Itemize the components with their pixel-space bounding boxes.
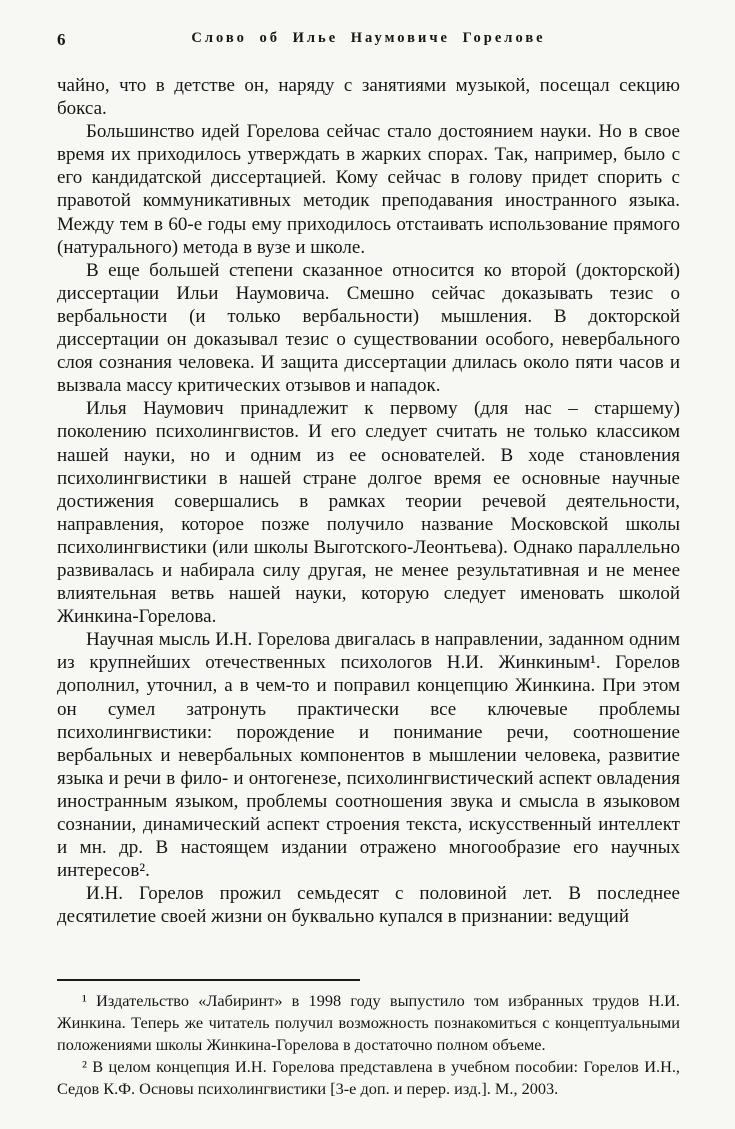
body-paragraph: Научная мысль И.Н. Горелова двигалась в направлении, заданном одним из крупнейших отечественных психологов Н.И. Жинкиным¹. Горелов дополнил, уточнил, а в чем-то и поправил концепцию Жинкина. При этом он сумел затронуть практически все ключевые проблемы психолингвистики: порождение и понимание речи, соотношение вербальных и невербальных компонентов в мышлении человека, развитие языка и речи в фило- и онтогенезе, психолингвистический аспект овладения иностранным языком, проблемы соотношения звука и смысла в языковом сознании, динамический аспект строения текста, искусственный интеллект и мн. др. В настоящем издании отражено многообразие его научных интересов². [57, 629, 680, 882]
footnote-2: ² В целом концепция И.Н. Горелова представлена в учебном пособии: Горелов И.Н., Седов К.Ф. Основы психолингвистики [3-е доп. и перер. изд.]. М., 2003. [57, 1057, 680, 1098]
footnotes-section [57, 979, 680, 1100]
body-paragraph: И.Н. Горелов прожил семьдесят с половиной лет. В последнее десятилетие своей жизни он буквально купался в признании: ведущий [57, 883, 680, 928]
footnote-separator [57, 979, 360, 981]
page-number: 6 [57, 30, 66, 49]
body-paragraph: чайно, что в детстве он, наряду с занятиями музыкой, посещал секцию бокса. [57, 75, 680, 120]
body-paragraph: Большинство идей Горелова сейчас стало достоянием науки. Но в свое время их приходилось утверждать в жарких спорах. Так, например, было с его кандидатской диссертацией. Кому сейчас в голову придет спорить с правотой коммуникативных методик преподавания иностранного языка. Между тем в 60-е годы ему приходилось отстаивать использование прямого (натурального) метода в вузе и школе. [57, 121, 680, 258]
body-paragraph: В еще большей степени сказанное относится ко второй (докторской) диссертации Ильи Наумовича. Смешно сейчас доказывать тезис о вербальности (и только вербальности) мышления. В докторской диссертации он доказывал тезис о существовании особого, невербального слоя сознания человека. И защита диссертации длилась около пяти часов и вызвала массу критических отзывов и нападок. [57, 259, 680, 397]
footnote-1: ¹ Издательство «Лабиринт» в 1998 году выпустило том избранных трудов Н.И. Жинкина. Теперь же читатель получил возможность познакомиться с концептуальными положениями школы Жинкина-Горелова в достаточно полном объеме. [57, 991, 680, 1054]
body-paragraph: Илья Наумович принадлежит к первому (для нас – старшему) поколению психолингвистов. И его следует считать не только классиком нашей науки, но и одним из ее основателей. В ходе становления психолингвистики в нашей стране долгое время ее основные научные достижения совершались в рамках теории речевой деятельности, направления, которое позже получило название Московской школы психолингвистики (или школы Выготского-Леонтьева). Однако параллельно развивалась и набирала силу другая, не менее результативная и не менее влиятельная ветвь нашей науки, которую следует именовать школой Жинкина-Горелова. [57, 398, 680, 628]
page-header [57, 30, 680, 52]
running-title: Слово об Илье Наумовиче Горелове [191, 30, 546, 46]
page-body [57, 74, 680, 928]
